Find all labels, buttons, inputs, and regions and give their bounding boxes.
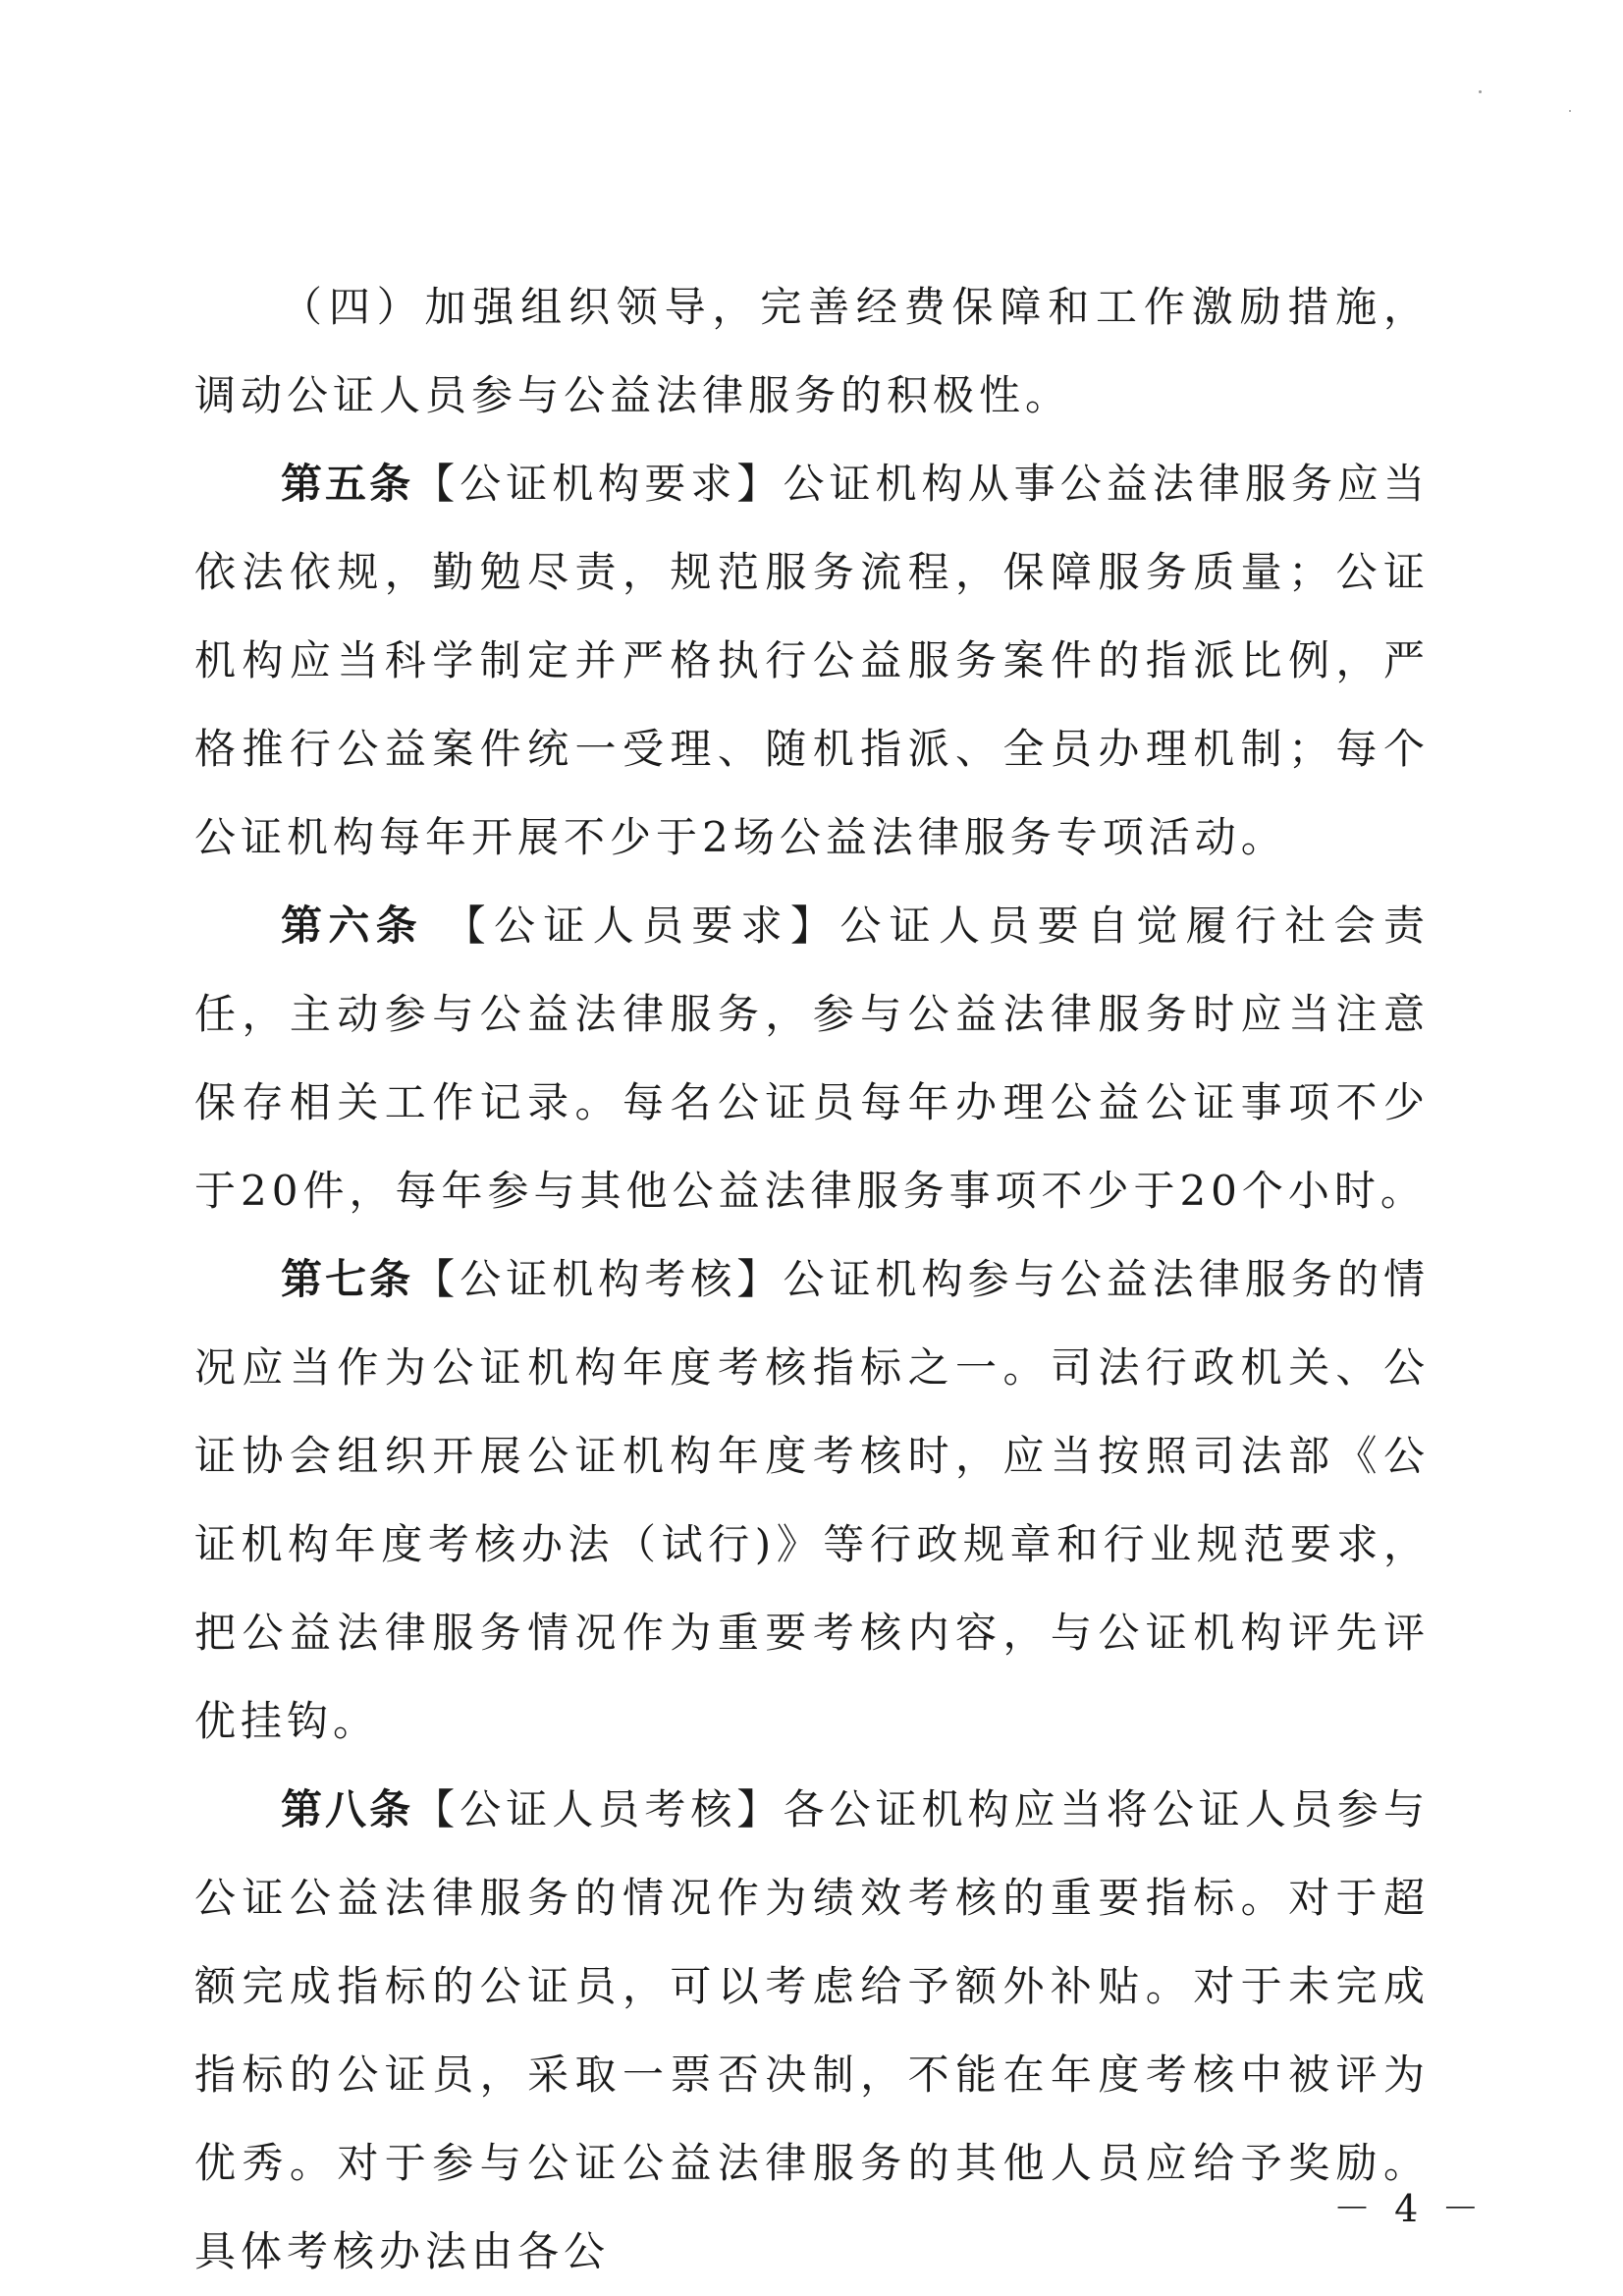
article-text: 【公证人员考核】各公证机构应当将公证人员参与公证公益法律服务的情况作为绩效考核的重要指标。对于超额完成指标的公证员，可以考虑给予额外补贴。对于未完成指标的公证员，采取一票否决制，不能在年度考核中被评为优秀。对于参与公证公益法律服务的其他人员应给予奖励。具体考核办法由各公: [194, 1785, 1430, 2275]
scan-speck: [1569, 110, 1571, 112]
paragraph-item-4: [194, 263, 1430, 440]
article-title: 第八条: [281, 1785, 414, 1833]
article-text: 【公证人员要求】公证人员要自觉履行社会责任，主动参与公益法律服务，参与公益法律服务时应当注意保存相关工作记录。每名公证员每年办理公益公证事项不少于20件，每年参与其他公益法律服务事项不少于20个小时。: [194, 902, 1430, 1215]
article-8: [194, 1766, 1430, 2296]
document-body: [194, 263, 1430, 2296]
paragraph-text: （四）加强组织领导，完善经费保障和工作激励措施，调动公证人员参与公益法律服务的积极性。: [194, 283, 1430, 419]
page-number: － 4 －: [1333, 2187, 1486, 2230]
article-title: 第六条: [281, 902, 423, 950]
article-text: 【公证机构要求】公证机构从事公益法律服务应当依法依规，勤勉尽责，规范服务流程，保障服务质量；公证机构应当科学制定并严格执行公益服务案件的指派比例，严格推行公益案件统一受理、随机指派、全员办理机制；每个公证机构每年开展不少于2场公益法律服务专项活动。: [194, 460, 1430, 861]
article-7: [194, 1235, 1430, 1766]
article-text: 【公证机构考核】公证机构参与公益法律服务的情况应当作为公证机构年度考核指标之一。司法行政机关、公证协会组织开展公证机构年度考核时，应当按照司法部《公证机构年度考核办法（试行)》等行政规章和行业规范要求，把公益法律服务情况作为重要考核内容，与公证机构评先评优挂钩。: [194, 1255, 1430, 1745]
article-5: [194, 440, 1430, 882]
article-6: [194, 882, 1430, 1235]
article-title: 第七条: [281, 1255, 414, 1303]
article-title: 第五条: [281, 460, 414, 508]
scan-speck: [1479, 90, 1482, 93]
